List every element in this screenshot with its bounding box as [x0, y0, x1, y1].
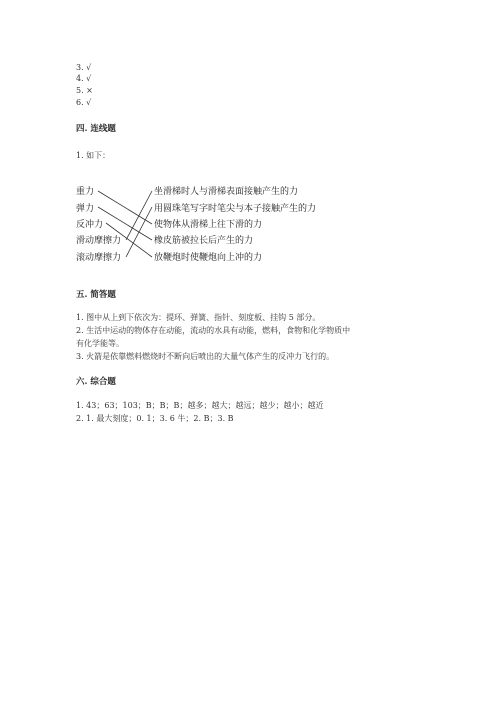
right-item-1: 坐滑梯时人与滑梯表面接触产生的力	[154, 187, 299, 197]
answer-line-5: 5. ×	[76, 86, 93, 95]
right-item-4: 橡皮筋被拉长后产生的力	[154, 236, 254, 246]
section-5-line-4: 3. 火箭是依靠燃料燃烧时不断向后喷出的大量气体产生的反冲力飞行的。	[76, 352, 335, 361]
section-5-heading: 五. 简答题	[76, 290, 116, 300]
left-item-recoil-force: 反冲力	[76, 220, 104, 230]
section-4-heading: 四. 连线题	[76, 124, 116, 134]
section-5-line-3: 有化学能等。	[76, 339, 124, 348]
right-item-5: 放鞭炮时使鞭炮向上冲的力	[154, 253, 263, 263]
left-item-elastic-force: 弹力	[76, 204, 95, 214]
section-6-line-2: 2. 1. 最大刻度；0. 1；3. 6 牛；2. B；3. B	[76, 414, 234, 423]
left-item-gravity: 重力	[76, 187, 95, 197]
section-4-intro: 1. 如下：	[76, 151, 111, 160]
matching-diagram	[76, 181, 346, 267]
right-item-3: 使物体从滑梯上往下滑的力	[154, 220, 263, 230]
section-6-heading: 六. 综合题	[76, 377, 116, 387]
answer-line-4: 4. √	[76, 74, 92, 83]
section-5-line-1: 1. 图中从上到下依次为：提环、弹簧、指针、刻度板、挂钩 5 部分。	[76, 313, 321, 322]
left-item-rolling-friction: 滚动摩擦力	[76, 253, 122, 263]
answer-line-3: 3. √	[76, 63, 92, 72]
left-item-sliding-friction: 滑动摩擦力	[76, 236, 122, 246]
section-6-line-1: 1. 43；63；103；B；B；B；越多；越大；越远；越少；越小；越近	[76, 401, 324, 410]
section-5-line-2: 2. 生活中运动的物体存在动能，流动的水具有动能，燃料，食物和化学物质中	[76, 326, 351, 335]
match-line-gravity	[98, 191, 152, 224]
right-item-2: 用圆珠笔写字时笔尖与本子接触产生的力	[154, 204, 317, 214]
answer-line-6: 6. √	[76, 98, 92, 107]
